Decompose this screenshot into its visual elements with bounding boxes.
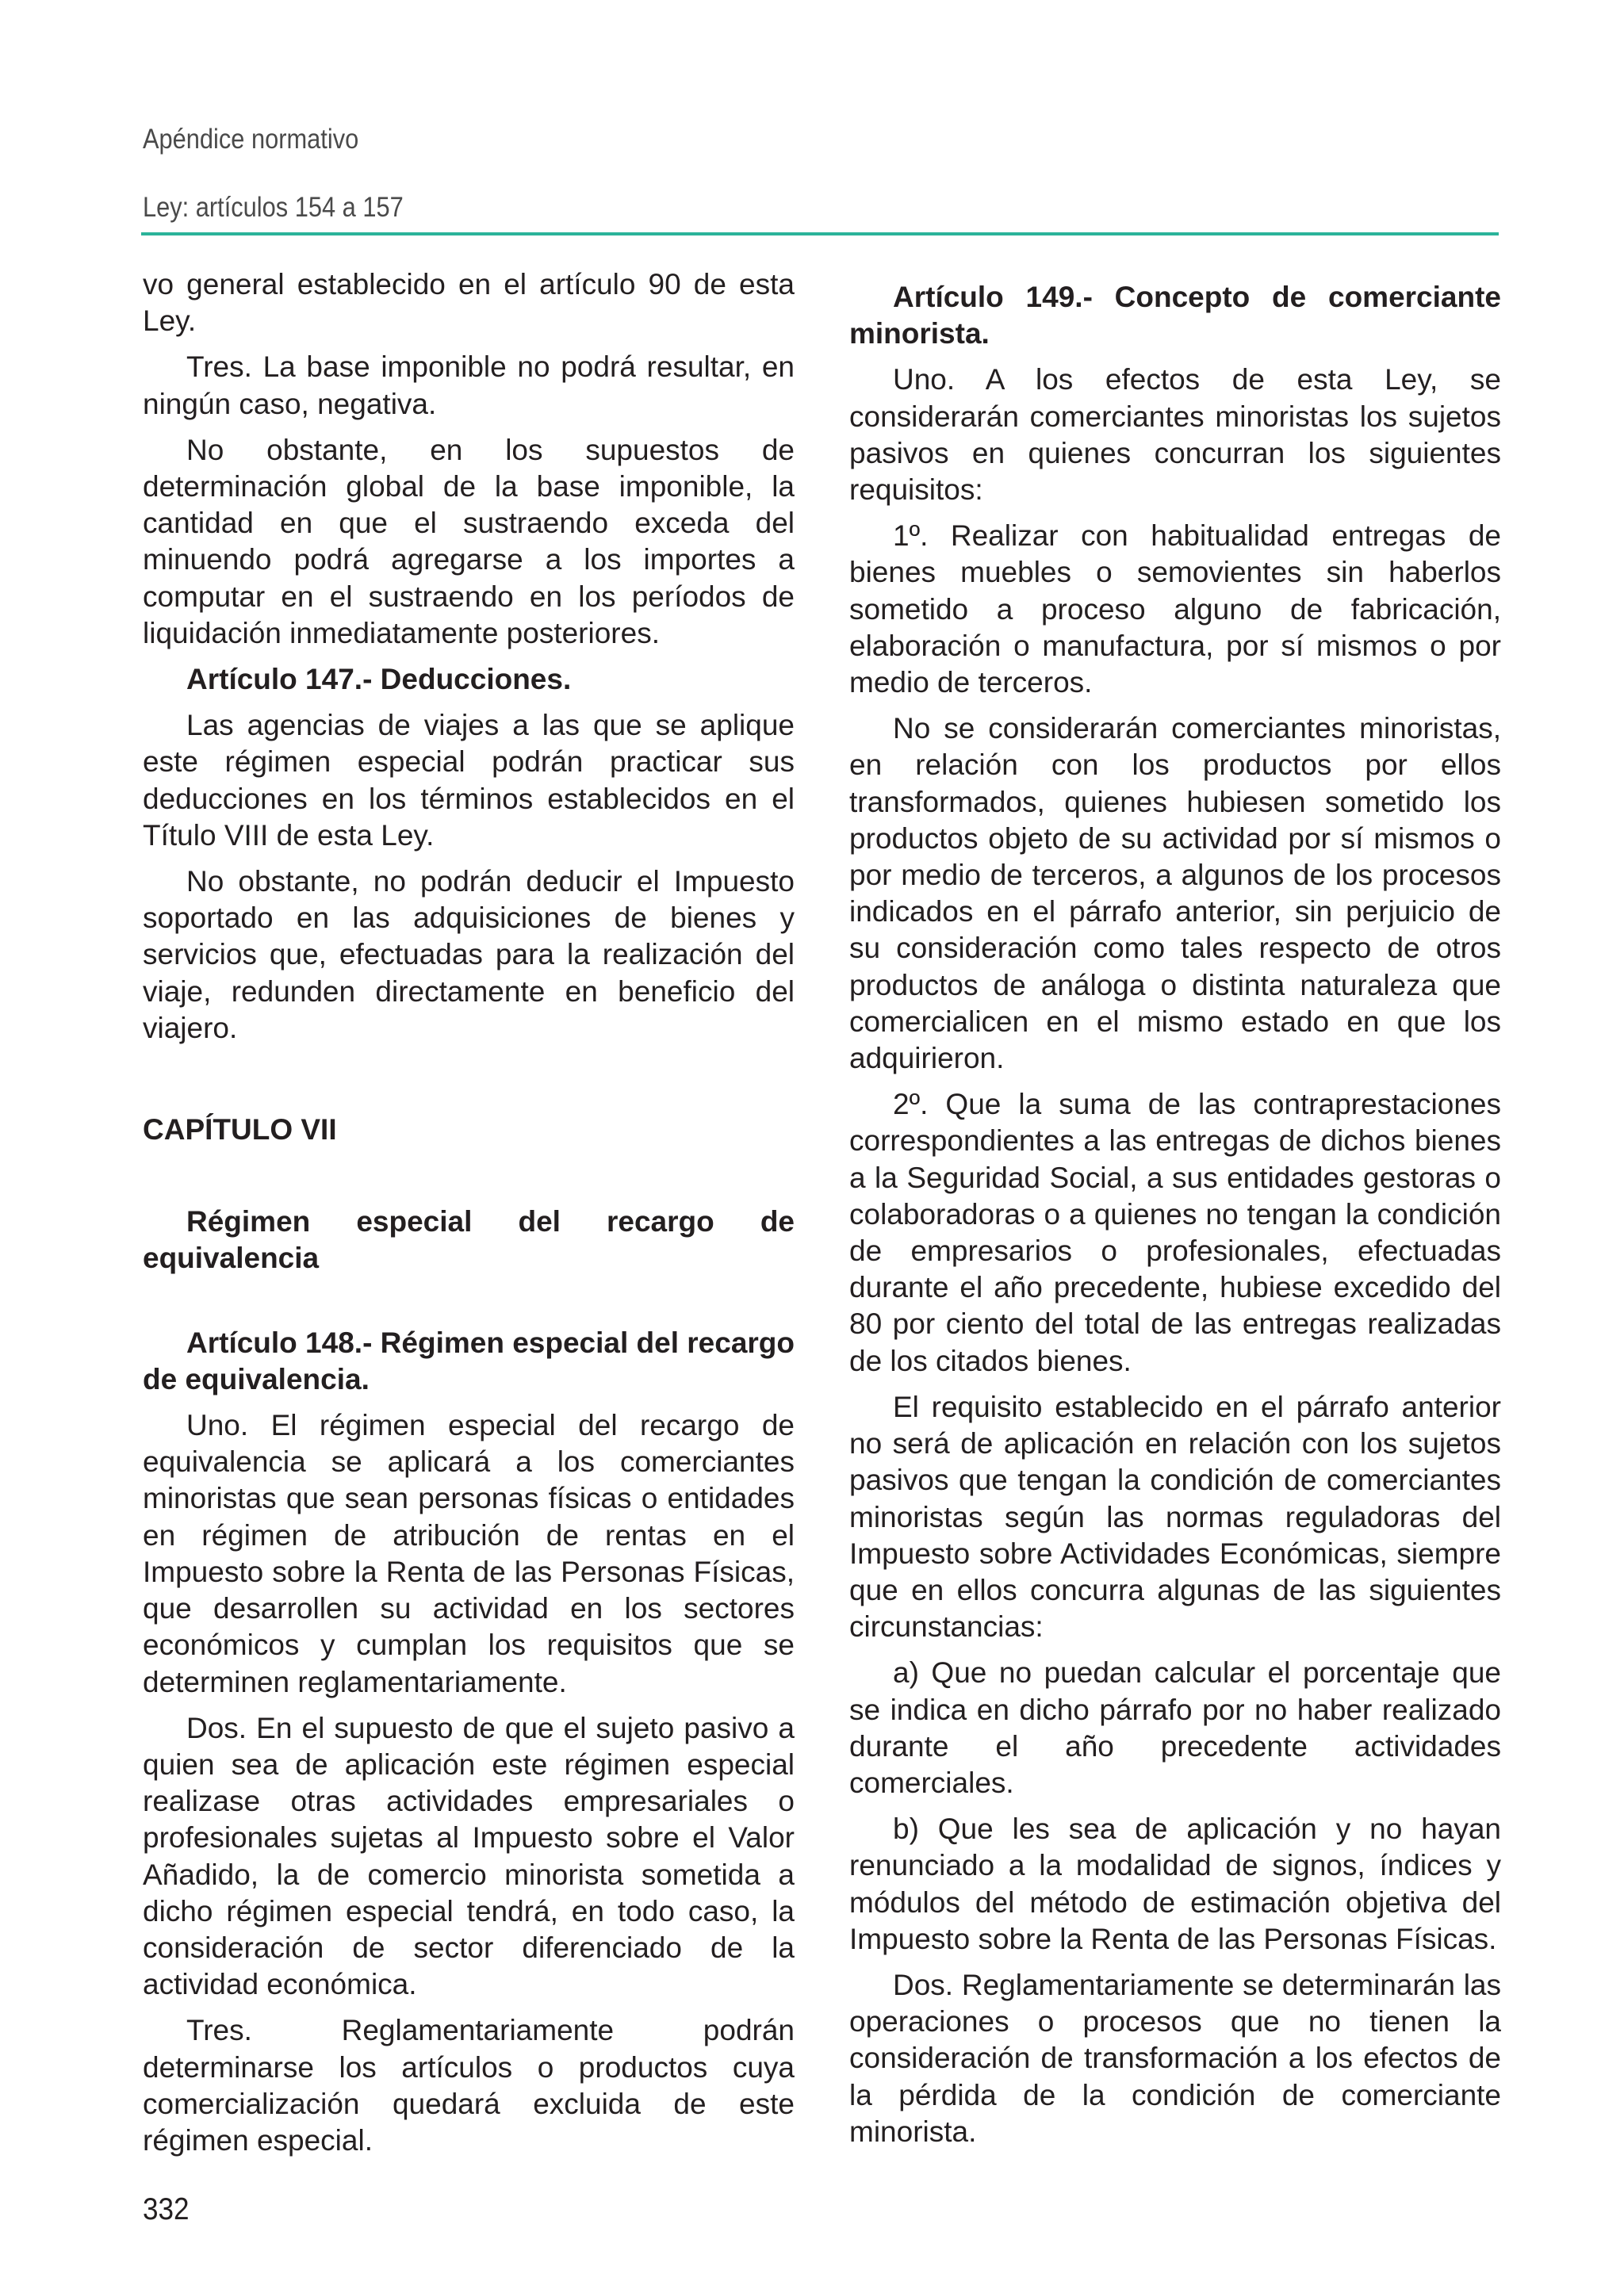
paragraph: Tres. La base imponible no podrá resultar, en ningún caso, negativa. <box>143 350 795 420</box>
article-147-title: Artículo 147.- Deducciones. <box>186 663 572 696</box>
paragraph: No obstante, en los supuestos de determinación global de la base imponible, la cantidad en que el sustraendo exceda del minuendo podrá agregarse a los importes a computar en el sustraendo en los períodos de liquidación inmediatamente posteriores. <box>143 433 795 649</box>
paragraph: Uno. El régimen especial del recargo de equivalencia se aplicará a los comerciantes minoristas que sean personas físicas o entidades en régimen de atribución de rentas en el Impuesto sobre la Renta de las Personas Físicas, que desarrollen su actividad en los sectores económicos y cumplan los requisitos que se determinen reglamentariamente. <box>143 1409 795 1698</box>
paragraph: vo general establecido en el artículo 90 de esta Ley. <box>143 268 795 338</box>
paragraph: Uno. A los efectos de esta Ley, se considerarán comerciantes minoristas los sujetos pasivos en quienes concurran los siguientes requisitos: <box>849 363 1501 507</box>
paragraph: Dos. Reglamentariamente se determinarán las operaciones o procesos que no tienen la consideración de transformación a los efectos de la pérdida de la condición de comerciante minorista. <box>849 1968 1501 2148</box>
paragraph: b) Que les sea de aplicación y no hayan renunciado a la modalidad de signos, índices y módulos del método de estimación objetiva del Impuesto sobre la Renta de las Personas Físicas. <box>849 1813 1501 1955</box>
paragraph: Las agencias de viajes a las que se aplique este régimen especial podrán practicar sus deducciones en los términos establecidos en el Título VIII de esta Ley. <box>143 709 795 852</box>
paragraph: 1º. Realizar con habitualidad entregas de bienes muebles o semovientes sin haberlos sometido a proceso alguno de fabricación, elaboración o manufactura, por sí mismos o por medio de terceros. <box>849 519 1501 699</box>
running-header-section: Apéndice normativo <box>143 124 359 155</box>
left-column <box>143 266 795 2169</box>
running-header-subsection: Ley: artículos 154 a 157 <box>143 192 404 223</box>
paragraph: Tres. Reglamentariamente podrán determinarse los artículos o productos cuya comercialización quedará excluida de este régimen especial. <box>143 2014 795 2157</box>
chapter-heading: CAPÍTULO VII <box>143 1113 337 1146</box>
paragraph: 2º. Que la suma de las contraprestaciones correspondientes a las entregas de dichos bienes a la Seguridad Social, a sus entidades gestoras o colaboradoras o a quienes no tengan la condición de empresarios o profesionales, efectuadas durante el año precedente, hubiese excedido del 80 por ciento del total de las entregas realizadas de los citados bienes. <box>849 1088 1501 1377</box>
article-148-title: Artículo 148.- Régimen especial del recargo de equivalencia. <box>143 1326 795 1395</box>
paragraph: a) Que no puedan calcular el porcentaje que se indica en dicho párrafo por no haber realizado durante el año precedente actividades comerciales. <box>849 1656 1501 1799</box>
paragraph: Dos. En el supuesto de que el sujeto pasivo a quien sea de aplicación este régimen especial realizase otras actividades empresariales o profesionales sujetas al Impuesto sobre el Valor Añadido, la de comercio minorista sometida a dicho régimen especial tendrá, en todo caso, la consideración de sector diferenciado de la actividad económica. <box>143 1711 795 2001</box>
right-column <box>849 279 1501 2160</box>
paragraph: No obstante, no podrán deducir el Impuesto soportado en las adquisiciones de bienes y servicios que, efectuadas para la realización del viaje, redunden directamente en beneficio del viajero. <box>143 865 795 1044</box>
header-rule <box>141 232 1499 235</box>
paragraph: El requisito establecido en el párrafo anterior no será de aplicación en relación con los sujetos pasivos que tengan la condición de comerciantes minoristas según las normas reguladoras del Impuesto sobre Actividades Económicas, siempre que en ellos concurra algunas de las siguientes circunstancias: <box>849 1390 1501 1644</box>
paragraph: No se considerarán comerciantes minoristas, en relación con los productos por ellos transformados, quienes hubiesen sometido los productos objeto de su actividad por sí mismos o por medio de terceros, a algunos de los procesos indicados en el párrafo anterior, sin perjuicio de su consideración como tales respecto de otros productos de análoga o distinta naturaleza que comercialicen en el mismo estado en que los adquirieron. <box>849 712 1501 1075</box>
page-number: 332 <box>143 2192 190 2226</box>
article-149-title: Artículo 149.- Concepto de comerciante minorista. <box>849 281 1501 350</box>
section-heading: Régimen especial del recargo de equivalencia <box>143 1205 795 1275</box>
